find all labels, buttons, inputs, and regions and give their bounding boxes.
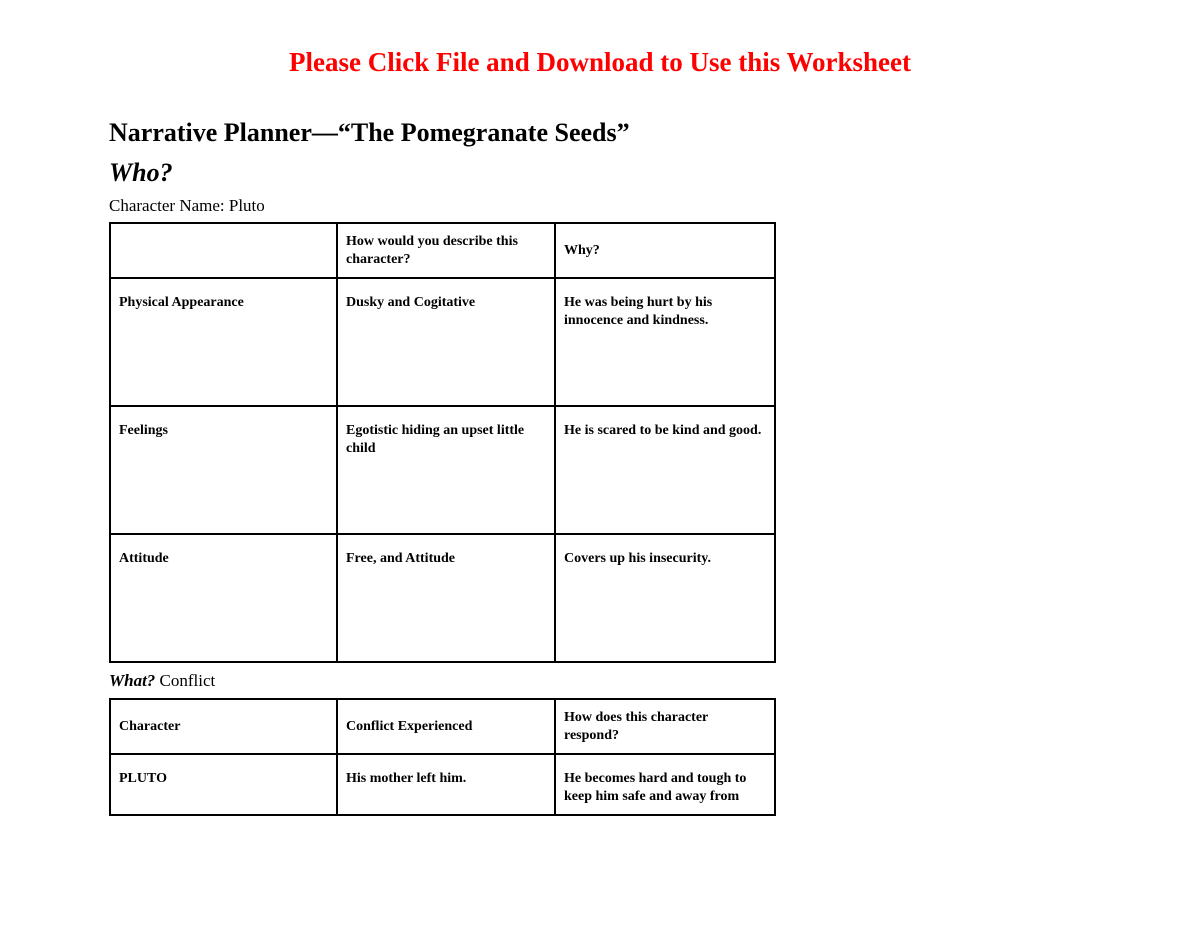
who-heading: Who? xyxy=(109,158,173,187)
what-label: What? xyxy=(109,671,156,690)
description-cell: Dusky and Cogitative xyxy=(337,278,555,406)
header-cell-why: Why? xyxy=(555,223,775,278)
conflict-table xyxy=(109,698,776,816)
row-label: Attitude xyxy=(110,534,337,662)
header-cell-conflict: Conflict Experienced xyxy=(337,699,555,754)
table-row xyxy=(110,278,775,406)
row-label: Feelings xyxy=(110,406,337,534)
header-cell-character: Character xyxy=(110,699,337,754)
table-row xyxy=(110,534,775,662)
download-banner: Please Click File and Download to Use this Worksheet xyxy=(288,47,911,77)
reason-cell: He is scared to be kind and good. xyxy=(555,406,775,534)
table-row xyxy=(110,406,775,534)
row-label: Physical Appearance xyxy=(110,278,337,406)
header-cell-response: How does this character respond? xyxy=(555,699,775,754)
header-cell-describe: How would you describe this character? xyxy=(337,223,555,278)
description-cell: Free, and Attitude xyxy=(337,534,555,662)
description-cell: Egotistic hiding an upset little child xyxy=(337,406,555,534)
what-text: Conflict xyxy=(159,671,216,690)
character-table xyxy=(109,222,776,663)
reason-cell: Covers up his insecurity. xyxy=(555,534,775,662)
character-cell: PLUTO xyxy=(110,754,337,815)
what-heading xyxy=(109,670,215,692)
table-header-row xyxy=(110,223,775,278)
character-name-line: Character Name: Pluto xyxy=(109,196,265,215)
response-cell: He becomes hard and tough to keep him safe and away from xyxy=(555,754,775,815)
page-title: Narrative Planner—“The Pomegranate Seeds” xyxy=(109,118,630,147)
table-header-row xyxy=(110,699,775,754)
header-cell-blank xyxy=(110,223,337,278)
table-row xyxy=(110,754,775,815)
reason-cell: He was being hurt by his innocence and kindness. xyxy=(555,278,775,406)
conflict-cell: His mother left him. xyxy=(337,754,555,815)
